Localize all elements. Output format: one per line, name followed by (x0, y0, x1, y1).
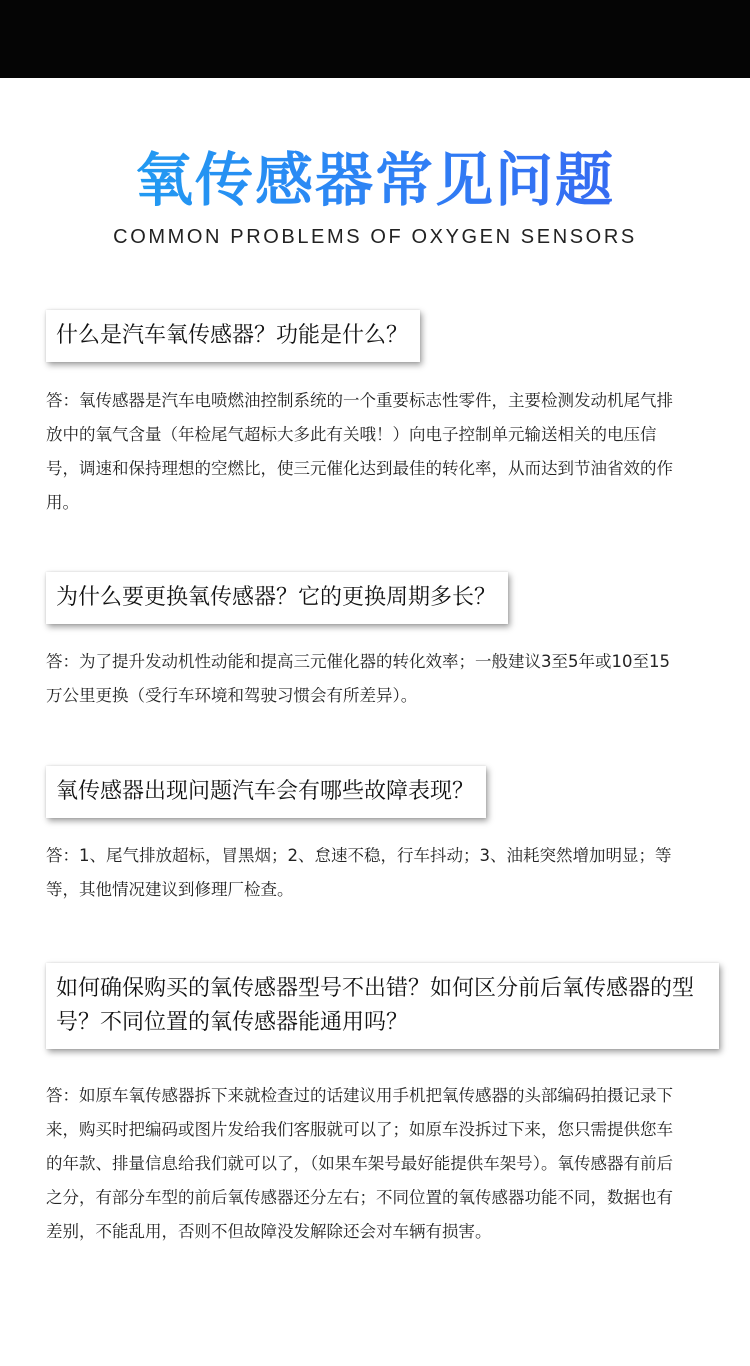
faq-question-3: 氧传感器出现问题汽车会有哪些故障表现？ (46, 766, 486, 818)
faq-question-2: 为什么要更换氧传感器？它的更换周期多长？ (46, 572, 508, 624)
faq-question-4: 如何确保购买的氧传感器型号不出错？如何区分前后氧传感器的型号？不同位置的氧传感器能通用吗？ (46, 963, 719, 1049)
faq-answer-1: 答：氧传感器是汽车电喷燃油控制系统的一个重要标志性零件，主要检测发动机尾气排放中的氧气含量（年检尾气超标大多此有关哦！）向电子控制单元输送相关的电压信号，调速和保持理想的空燃比，使三元催化达到最佳的转化率，从而达到节油省效的作用。 (46, 391, 673, 512)
faq-question-1: 什么是汽车氧传感器？功能是什么？ (46, 310, 420, 362)
top-bar (0, 0, 750, 78)
faq-answer-2: 答：为了提升发动机性动能和提高三元催化器的转化效率；一般建议3至5年或10至15万公里更换（受行车环境和驾驶习惯会有所差异）。 (46, 652, 670, 705)
page-subtitle: COMMON PROBLEMS OF OXYGEN SENSORS (113, 226, 637, 248)
faq-answer-3: 答：1、尾气排放超标，冒黑烟；2、怠速不稳，行车抖动；3、油耗突然增加明显；等等，其他情况建议到修理厂检查。 (46, 846, 672, 899)
page-title: 氧传感器常见问题 (0, 142, 750, 218)
faq-answer-4: 答：如原车氧传感器拆下来就检查过的话建议用手机把氧传感器的头部编码拍摄记录下来，购买时把编码或图片发给我们客服就可以了；如原车没拆过下来，您只需提供您车的年款、排量信息给我们就可以了，（如果车架号最好能提供车架号）。氧传感器有前后之分，有部分车型的前后氧传感器还分左右；不同位置的氧传感器功能不同，数据也有差别，不能乱用，否则不但故障没发解除还会对车辆有损害。 (46, 1086, 673, 1241)
